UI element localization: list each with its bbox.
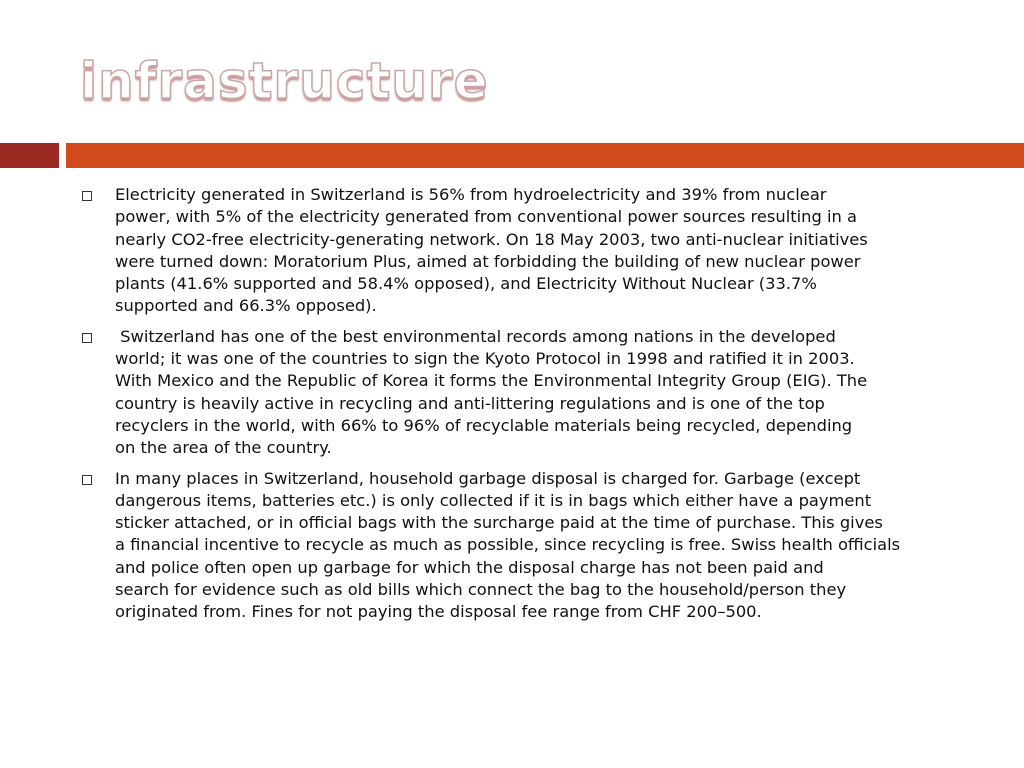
bullet-text-line: and police often open up garbage for which the disposal charge has not been paid and — [115, 557, 824, 577]
bullet-text-line: plants (41.6% supported and 58.4% opposed), and Electricity Without Nuclear (33.7% — [115, 274, 817, 294]
bullet-text-line: world; it was one of the countries to sign the Kyoto Protocol in 1998 and ratified it in 2003. — [115, 349, 855, 369]
slide-title: infrastructure — [80, 52, 489, 110]
square-bullet-icon — [82, 333, 92, 343]
bullet-item — [82, 326, 982, 460]
square-bullet-icon — [82, 191, 92, 201]
bullet-item — [82, 468, 982, 624]
slide-content — [82, 184, 982, 632]
bullet-text-line: search for evidence such as old bills which connect the bag to the household/person they — [115, 580, 847, 600]
bullet-text-line: originated from. Fines for not paying the disposal fee range from CHF 200–500. — [115, 602, 762, 622]
bullet-text-line: power, with 5% of the electricity generated from conventional power sources resulting in a — [115, 207, 857, 227]
bullet-text-line: dangerous items, batteries etc.) is only collected if it is in bags which either have a payment — [115, 490, 872, 510]
bullet-text-line: were turned down: Moratorium Plus, aimed at forbidding the building of new nuclear power — [115, 251, 861, 271]
bullet-text-line: a financial incentive to recycle as much as possible, since recycling is free. Swiss health officials — [115, 535, 901, 555]
bullet-text-line: Switzerland has one of the best environmental records among nations in the developed — [115, 326, 836, 346]
bullet-text-line: country is heavily active in recycling and anti-littering regulations and is one of the top — [115, 393, 825, 413]
bullet-text-line: on the area of the country. — [115, 438, 332, 458]
accent-bar-dark — [0, 143, 59, 168]
bullet-text-line: supported and 66.3% opposed). — [115, 296, 377, 316]
bullet-text-line: nearly CO2-free electricity-generating network. On 18 May 2003, two anti-nuclear initiatives — [115, 229, 868, 249]
bullet-text-line: In many places in Switzerland, household garbage disposal is charged for. Garbage (except — [115, 468, 861, 488]
bullet-text-line: Electricity generated in Switzerland is 56% from hydroelectricity and 39% from nuclear — [115, 185, 827, 204]
square-bullet-icon — [82, 475, 92, 485]
bullet-text-line: sticker attached, or in official bags with the surcharge paid at the time of purchase. This gives — [115, 513, 883, 533]
bullet-item — [82, 184, 982, 318]
bullet-text-line: With Mexico and the Republic of Korea it forms the Environmental Integrity Group (EIG). The — [115, 371, 868, 391]
accent-bar — [66, 143, 1024, 168]
bullet-text-line: recyclers in the world, with 66% to 96% of recyclable materials being recycled, depending — [115, 415, 853, 435]
